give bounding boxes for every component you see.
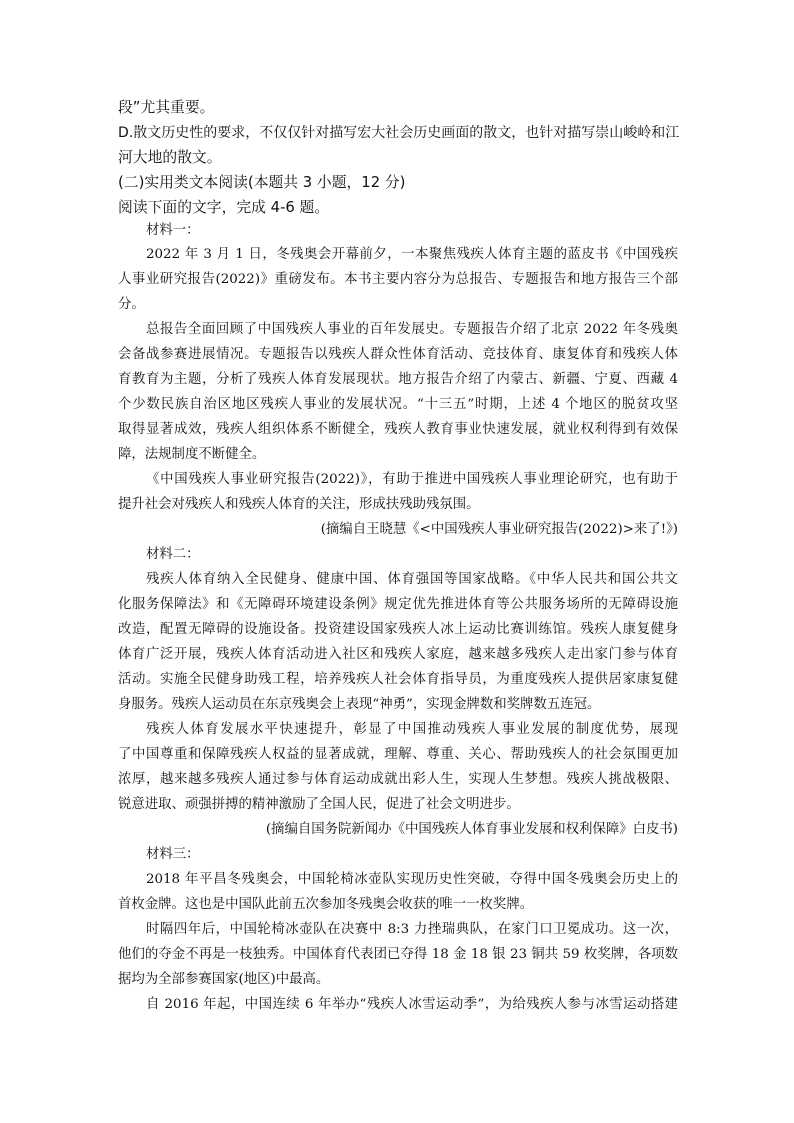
text-line: 段”尤其重要。 [118,99,215,116]
text-line: 改造，配置无障碍的设施设备。投资建设国家残疾人冰上运动比赛训练馆。残疾人康复健身 [118,622,678,637]
text-line: 自 2016 年起，中国连续 6 年举办“残疾人冰雪运动季”，为给残疾人参与冰雪运动搭建 [146,997,678,1012]
text-line: 2018 年平昌冬残奥会，中国轮椅冰壶队实现历史性突破，夺得中国冬残奥会历史上的 [146,872,678,887]
text-line: 身服务。残疾人运动员在东京残奥会上表现“神勇”，实现金牌数和奖牌数五连冠。 [118,697,601,712]
text-line: 《中国残疾人事业研究报告(2022)》，有助于推进中国残疾人事业理论研究，也有助于 [146,472,678,487]
text-line: 据均为全部参赛国家(地区)中最高。 [118,972,330,987]
text-line: 时隔四年后，中国轮椅冰壶队在决赛中 8:3 力挫瑞典队，在家门口卫冕成功。这一次， [146,922,678,937]
text-line: D.散文历史性的要求，不仅仅针对描写宏大社会历史画面的散文，也针对描写崇山峻岭和江 [118,125,680,141]
material-heading: 材料一： [146,223,200,238]
material-heading: 材料二： [146,547,200,562]
text-line: 取得显著成效，残疾人组织体系不断健全，残疾人教育事业快速发展，就业权利得到有效保 [118,422,678,437]
text-line: 提升社会对残疾人和残疾人体育的关注，形成扶残助残氛围。 [118,497,480,512]
text-line: 会备战参赛进展情况。专题报告以残疾人群众性体育活动、竞技体育、康复体育和残疾人体 [118,347,678,362]
text-line: 障，法规制度不断健全。 [118,447,266,462]
material-heading: 材料三： [146,847,200,862]
text-line: 个少数民族自治区地区残疾人事业的发展状况。“十三五”时期，上述 4 个地区的脱贫攻坚 [118,397,678,412]
text-line: 育教育为主题，分析了残疾人体育发展现状。地方报告介绍了内蒙古、新疆、宁夏、西藏 4 [118,372,678,387]
text-line: 2022 年 3 月 1 日，冬残奥会开幕前夕，一本聚焦残疾人体育主题的蓝皮书《中国残疾 [146,247,678,262]
text-line: 人事业研究报告(2022)》重磅发布。本书主要内容分为总报告、专题报告和地方报告三个部 [118,272,678,287]
text-line: 了中国尊重和保障残疾人权益的显著成就，理解、尊重、关心、帮助残疾人的社会氛围更加 [118,747,678,762]
text-line: 活动。实施全民健身助残工程，培养残疾人社会体育指导员，为重度残疾人提供居家康复健 [118,672,678,687]
text-line: 河大地的散文。 [118,149,222,166]
source-citation: (摘编自国务院新闻办《中国残疾人体育事业发展和权利保障》白皮书) [265,822,678,837]
text-line: 化服务保障法》和《无障碍环境建设条例》规定优先推进体育等公共服务场所的无障碍设施 [118,597,678,612]
text-line: 首枚金牌。这也是中国队此前五次参加冬残奥会收获的唯一一枚奖牌。 [118,897,534,912]
text-line: 体育广泛开展，残疾人体育活动进入社区和残疾人家庭，越来越多残疾人走出家门参与体育 [118,647,678,662]
text-line: 浓厚，越来越多残疾人通过参与体育运动成就出彩人生，实现人生梦想。残疾人挑战极限、 [118,772,678,787]
section-heading: (二)实用类文本阅读(本题共 3 小题，12 分) [118,174,406,191]
text-line: 他们的夺金不再是一枝独秀。中国体育代表团已夺得 18 金 18 银 23 铜共 59 枚奖牌，各项数 [118,947,678,962]
instruction-text: 阅读下面的文字，完成 4-6 题。 [118,199,330,216]
text-line: 残疾人体育发展水平快速提升，彰显了中国推动残疾人事业发展的制度优势，展现 [146,722,678,737]
source-citation: (摘编自王晓慧《<中国残疾人事业研究报告(2022)>来了!》) [320,522,678,537]
text-line: 锐意进取、顽强拼搏的精神激励了全国人民，促进了社会文明进步。 [118,797,520,812]
text-line: 残疾人体育纳入全民健身、健康中国、体育强国等国家战略。《中华人民共和国公共文 [146,572,678,587]
text-line: 分。 [118,297,145,312]
text-line: 总报告全面回顾了中国残疾人事业的百年发展史。专题报告介绍了北京 2022 年冬残奥 [146,322,678,337]
